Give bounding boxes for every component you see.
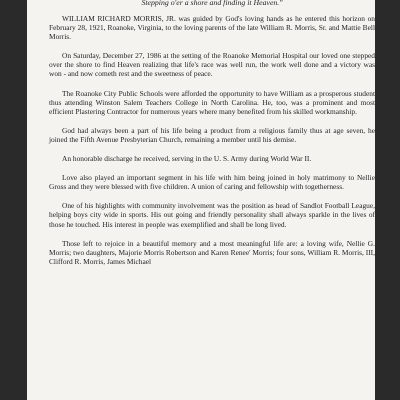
obituary-text [49, 0, 375, 266]
paragraph-passing: On Saturday, December 27, 1986 at the setting of the Roanoke Memorial Hospital our loved one stepped over the shore to find Heaven realizing that life's race was well run, the work well done and a victory was won - and now cometh rest and the sweetness of peace. [49, 51, 375, 79]
paragraph-education: The Roanoke City Public Schools were afforded the opportunity to have William as a prosperous student thus attending Winston Salem Teachers College in North Carolina. He, too, was a prominent and most efficient Plastering Contractor for numerous years where many benefited from his skilled workmanship. [49, 88, 375, 116]
paragraph-birth: WILLIAM RICHARD MORRIS, JR. was guided by God's loving hands as he entered this horizon on February 28, 1921, Roanoke, Virginia, to the loving parents of the late William R. Morris, Sr. and Mattie Bell Morris. [49, 14, 375, 42]
paragraph-marriage: Love also played an important segment in his life with him being joined in holy matrimony to Nellie Gross and they were blessed with five children. A union of caring and fellowship with togetherness. [49, 173, 375, 192]
epigraph: Stepping o'er a shore and finding it Heaven." [141, 0, 283, 7]
memorial-page [27, 0, 375, 400]
paragraph-military: An honorable discharge he received, serving in the U. S. Army during World War II. [62, 154, 312, 164]
paragraph-community: One of his highlights with community involvement was the position as head of Sandlot Football League, helping boys city wide in sports. His out going and friendly personality shall always sparkle in the lives of those he touched. His interest in people was exemplified and shall be long lived. [49, 201, 375, 229]
paragraph-faith: God had always been a part of his life being a product from a religious family thus at age seven, he joined the Fifth Avenue Presbyterian Church, remaining a member until his demise. [49, 125, 375, 144]
paragraph-survivors: Those left to rejoice in a beautiful memory and a most meaningful life are: a loving wife, Nellie G. Morris; two daughters, Majorie Morris Robertson and Karen Renee' Morris; four sons, William R. Morris, III, Clifford R. Morris, James Michael [49, 238, 375, 266]
